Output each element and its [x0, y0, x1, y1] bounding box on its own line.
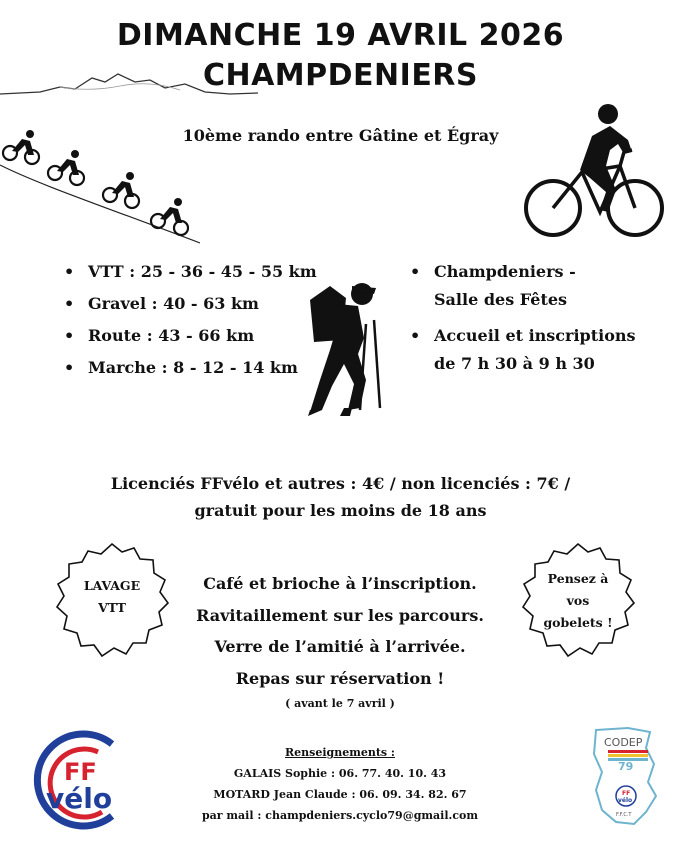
- service-meal-note: ( avant le 7 avril ): [285, 697, 395, 710]
- venue-list: [410, 258, 636, 286]
- cups-badge-text: [514, 568, 642, 634]
- service-breakfast: Café et brioche à l’inscription.: [203, 574, 477, 593]
- routes-list: [64, 256, 317, 384]
- ffvelo-ff-text: FF: [64, 758, 97, 786]
- event-subtitle: 10ème rando entre Gâtine et Égray: [182, 126, 499, 145]
- reception-list: [410, 322, 636, 350]
- hiker-illustration: [300, 280, 390, 425]
- service-refreshments: Ravitaillement sur les parcours.: [196, 605, 484, 625]
- services-info: [160, 568, 520, 714]
- contacts-heading: Renseignements :: [285, 746, 395, 759]
- pricing-info: [0, 470, 681, 524]
- mountain-bikers-illustration: [0, 125, 200, 245]
- codep-ff-text: FF: [622, 790, 631, 797]
- codep79-logo: [588, 724, 668, 832]
- contact-galais: GALAIS Sophie : 06. 77. 40. 10. 43: [233, 767, 447, 780]
- road-cyclist-illustration: [520, 100, 670, 245]
- codep-fct-text: F.F.C.T: [616, 812, 632, 818]
- codep-number: 79: [618, 760, 634, 773]
- reception-info: • Accueil et inscriptions: [410, 322, 636, 350]
- wash-badge-line2: VTT: [98, 600, 126, 615]
- contact-motard: MOTARD Jean Claude : 06. 09. 34. 82. 67: [213, 788, 467, 801]
- codep-velo-text: vélo: [618, 797, 633, 804]
- cups-badge-line1: Pensez à: [547, 571, 609, 586]
- reception-hours: de 7 h 30 à 9 h 30: [434, 354, 595, 373]
- route-gravel: • Gravel : 40 - 63 km: [64, 288, 317, 320]
- route-vtt: • VTT : 25 - 36 - 45 - 55 km: [64, 256, 317, 288]
- route-road: • Route : 43 - 66 km: [64, 320, 317, 352]
- venue-place-line2: Salle des Fêtes: [434, 290, 568, 309]
- event-town-title: CHAMPDENIERS: [202, 58, 479, 93]
- venue-info: [410, 258, 636, 386]
- pricing-line2: gratuit pour les moins de 18 ans: [194, 501, 487, 520]
- service-drink: Verre de l’amitié à l’arrivée.: [214, 637, 466, 656]
- wash-badge-text: [48, 575, 176, 619]
- cups-badge-line2: vos: [566, 593, 590, 608]
- service-meal: Repas sur réservation !: [235, 668, 445, 688]
- cups-badge-line3: gobelets !: [543, 615, 613, 630]
- ffvelo-logo: [20, 730, 130, 830]
- hills-illustration: [0, 70, 260, 110]
- route-walk: • Marche : 8 - 12 - 14 km: [64, 352, 317, 384]
- ffvelo-velo-text: vélo: [46, 782, 113, 815]
- venue-place: • Champdeniers -: [410, 258, 636, 286]
- contacts-info: [160, 742, 520, 826]
- wash-badge-line1: LAVAGE: [83, 578, 141, 593]
- event-date-title: DIMANCHE 19 AVRIL 2026: [116, 18, 565, 53]
- contact-email: par mail : champdeniers.cyclo79@gmail.com: [201, 809, 479, 822]
- pricing-line1: Licenciés FFvélo et autres : 4€ / non licenciés : 7€ /: [110, 474, 571, 493]
- codep-text: CODEP: [604, 736, 643, 749]
